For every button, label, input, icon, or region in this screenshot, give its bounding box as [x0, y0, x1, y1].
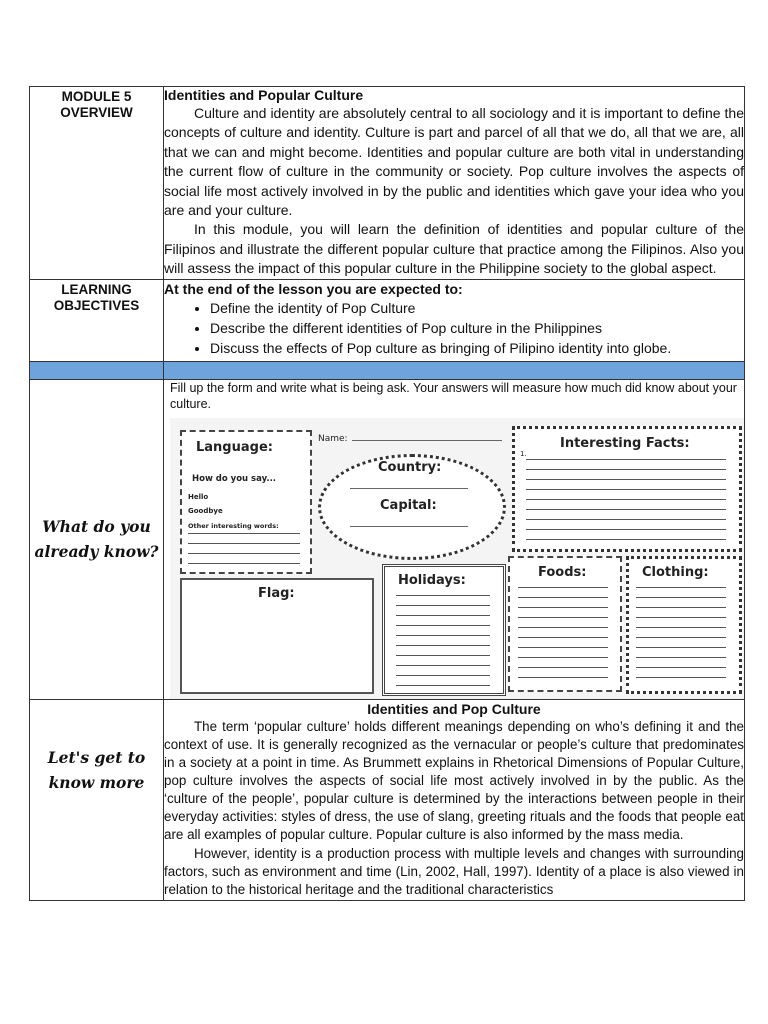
language-lines [188, 524, 300, 564]
name-line [352, 440, 502, 441]
what-know-label: What do you already know? [34, 517, 159, 562]
section-divider-band [30, 361, 745, 379]
country-label: Country: [378, 459, 442, 475]
know-more-title: Identities and Pop Culture [367, 700, 541, 717]
name-label: Name: [318, 433, 348, 444]
objectives-label: LEARNING OBJECTIVES [30, 279, 164, 361]
band-left [30, 361, 164, 379]
country-line [350, 488, 468, 489]
fact-number: 1. [520, 449, 527, 458]
what-know-content [164, 379, 745, 699]
hello-label: Hello [188, 492, 209, 501]
module-label-cell [30, 87, 164, 280]
flag-label: Flag: [258, 585, 295, 601]
clothing-label: Clothing: [642, 564, 709, 580]
objective-item: • Describe the different identities of Pop culture in the Philippines [210, 318, 744, 338]
what-know-instruction: Fill up the form and write what is being ask. Your answers will measure how much did know about your culture. [170, 380, 737, 412]
overview-paragraph-1: Culture and identity are absolutely central to all sociology and it is important to define the concepts of culture and identity. Culture is part and parcel of all that we do, all that we are, all that we can and might become. Identities and popular culture are both vital in understanding the current flow of culture in the community or society. Pop culture involves the aspects of social life most actively involved in by the public and identities which gave your idea who you are and your culture. [164, 105, 744, 219]
facts-lines [526, 450, 726, 540]
objectives-list [164, 298, 744, 359]
objectives-row [30, 279, 745, 361]
capital-label: Capital: [380, 497, 437, 513]
band-right [164, 361, 745, 379]
holidays-lines [396, 586, 490, 686]
know-more-label-cell [30, 699, 164, 900]
module-title: Identities and Popular Culture [164, 87, 364, 103]
know-more-content [164, 699, 745, 900]
holidays-label: Holidays: [398, 572, 466, 588]
objective-item: • Define the identity of Pop Culture [210, 298, 744, 318]
overview-content [164, 87, 745, 280]
language-label: Language: [196, 439, 273, 455]
objectives-content [164, 279, 745, 361]
other-words-label: Other interesting words: [188, 521, 279, 530]
clothing-lines [636, 578, 726, 678]
know-more-row [30, 699, 745, 900]
objectives-intro: At the end of the lesson you are expected to: [164, 280, 463, 297]
facts-label: Interesting Facts: [560, 435, 690, 451]
foods-label: Foods: [538, 564, 587, 580]
know-more-label: Let's get to know more [47, 747, 146, 792]
what-know-row [30, 379, 745, 699]
know-more-paragraph-1: The term ‘popular culture’ holds different meanings depending on who’s defining it and the context of use. It is generally recognized as the vernacular or people’s culture that predominates in a society at a point in time. As Brummett explains in Rhetorical Dimensions of Popular Culture, pop culture involves the aspects of social life most actively involved in by the public. As the ‘culture of the people’, popular culture is determined by the interactions between people in their everyday activities: styles of dress, the use of slang, greeting rituals and the foods that people eat are all examples of popular culture. Popular culture is also informed by the mass media. [164, 718, 744, 843]
know-more-paragraph-2: However, identity is a production process with multiple levels and changes with surrounding factors, such as environment and time (Lin, 2002, Hall, 1997). Identity of a place is also viewed in relation to the historical heritage and the traditional characteristics [164, 845, 744, 897]
capital-line [350, 526, 468, 527]
foods-lines [518, 578, 608, 678]
goodbye-label: Goodbye [188, 506, 223, 515]
objective-item: • Discuss the effects of Pop culture as bringing of Pilipino identity into globe. [210, 338, 744, 358]
how-say-label: How do you say... [192, 473, 277, 484]
module-table [29, 86, 745, 901]
culture-worksheet [170, 418, 744, 699]
overview-row [30, 87, 745, 280]
what-know-label-cell [30, 379, 164, 699]
overview-label: OVERVIEW [60, 105, 133, 120]
overview-paragraph-2: In this module, you will learn the definition of identities and popular culture of the Filipinos and illustrate the different popular culture that practice among the Filipinos. Also you will assess the impact of this popular culture in the Philippine society to the global aspect. [164, 221, 744, 277]
module-document [29, 86, 744, 901]
module-label: MODULE 5 [61, 89, 132, 104]
